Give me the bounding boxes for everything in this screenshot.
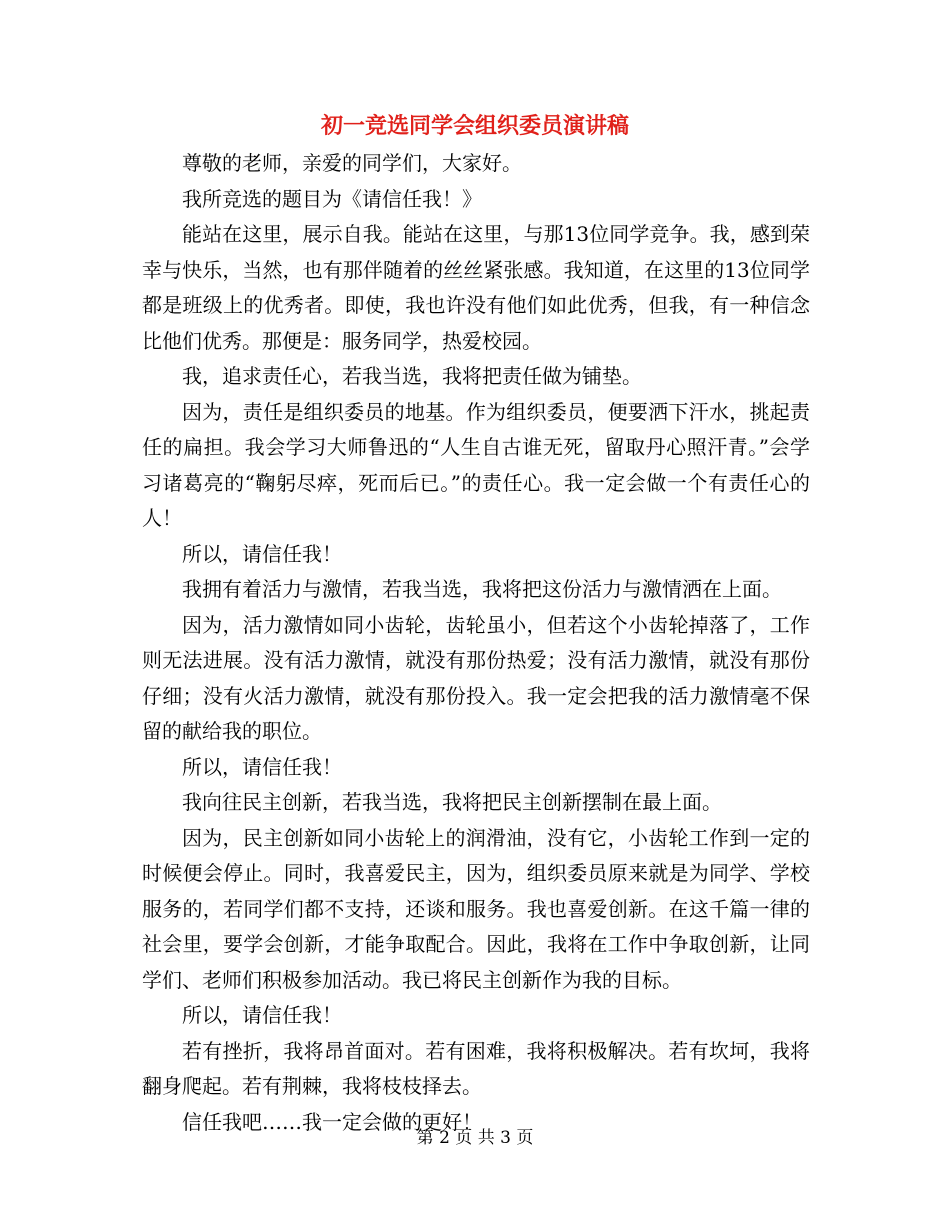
paragraph: 我，追求责任心，若我当选，我将把责任做为铺垫。 <box>182 364 642 388</box>
paragraph: 尊敬的老师，亲爱的同学们，大家好。 <box>182 151 522 175</box>
paragraph: 我所竞选的题目为《请信任我！》 <box>182 186 482 211</box>
paragraph: 我拥有着活力与激情，若我当选，我将把这份活力与激情洒在上面。 <box>182 577 782 601</box>
paragraph: 所以，请信任我！ <box>182 1003 342 1027</box>
paragraph: 我向往民主创新，若我当选，我将把民主创新摆制在最上面。 <box>182 790 722 814</box>
paragraph: 所以，请信任我！ <box>182 541 342 566</box>
paragraph: 所以，请信任我！ <box>182 754 342 779</box>
document-title: 初一竞选同学会组织委员演讲稿 <box>320 113 629 139</box>
paragraph: 因为，责任是组织委员的地基。作为组织委员，便要洒下汗水，挑起责任的扁担。我会学习大师鲁迅的“人生自古谁无死，留取丹心照汗青。”会学习诸葛亮的“鞠躬尽瘁，死而后已。”的责任心。我一定会做一个有责任心的人！ <box>142 399 810 530</box>
paragraph: 信任我吧……我一定会做的更好！ <box>182 1109 482 1134</box>
paragraph: 能站在这里，展示自我。能站在这里，与那13位同学竞争。我，感到荣幸与快乐，当然，也有那伴随着的丝丝紧张感。我知道，在这里的13位同学都是班级上的优秀者。即使，我也许没有他们如此优秀，但我，有一种信念比他们优秀。那便是：服务同学，热爱校园。 <box>142 222 810 353</box>
page-footer: 第 2 页 共 3 页 <box>416 1128 534 1148</box>
paragraph: 若有挫折，我将昂首面对。若有困难，我将积极解决。若有坎坷，我将翻身爬起。若有荆棘，我将枝枝择去。 <box>142 1038 810 1098</box>
document-body <box>142 146 810 1140</box>
paragraph: 因为，民主创新如同小齿轮上的润滑油，没有它，小齿轮工作到一定的时候便会停止。同时，我喜爱民主，因为，组织委员原来就是为同学、学校服务的，若同学们都不支持，还谈和服务。我也喜爱创新。在这千篇一律的社会里，要学会创新，才能争取配合。因此，我将在工作中争取创新，让同学们、老师们积极参加活动。我已将民主创新作为我的目标。 <box>142 825 810 992</box>
paragraph: 因为，活力激情如同小齿轮，齿轮虽小，但若这个小齿轮掉落了，工作则无法进展。没有活力激情，就没有那份热爱；没有活力激情，就没有那份仔细；没有火活力激情，就没有那份投入。我一定会把我的活力激情毫不保留的献给我的职位。 <box>142 612 810 743</box>
